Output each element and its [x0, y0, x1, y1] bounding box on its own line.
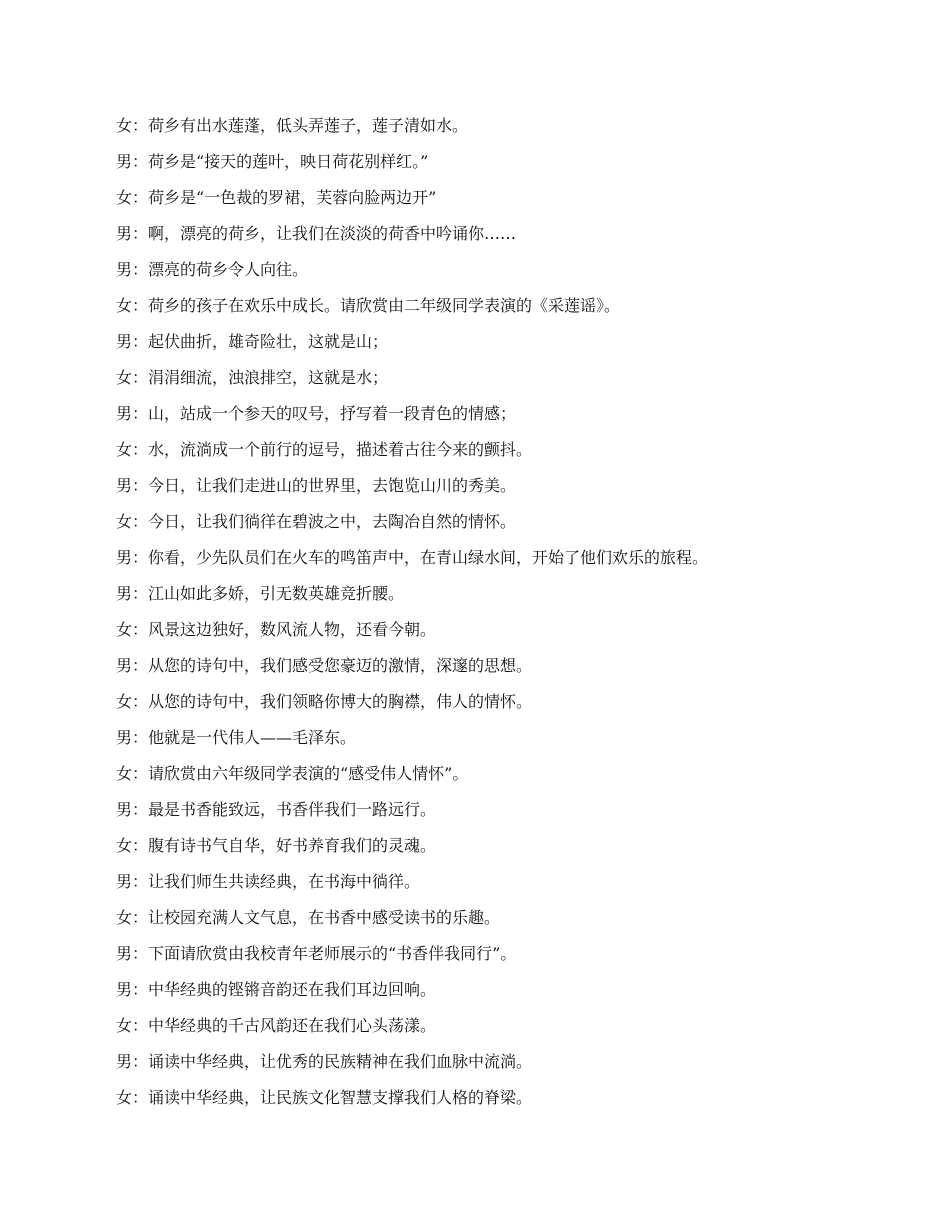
- dialogue-line-28: 女：诵读中华经典，让民族文化智慧支撑我们人格的脊梁。: [116, 1088, 533, 1107]
- dialogue-line-19: 女：请欣赏由六年级同学表演的“感受伟人情怀”。: [116, 764, 469, 783]
- dialogue-line-8: 女：涓涓细流，浊浪排空，这就是水；: [116, 368, 389, 387]
- dialogue-line-27: 男：诵读中华经典，让优秀的民族精神在我们血脉中流淌。: [116, 1052, 533, 1071]
- dialogue-line-23: 女：让校园充满人文气息，在书香中感受读书的乐趣。: [116, 908, 501, 927]
- dialogue-line-7: 男：起伏曲折，雄奇险壮，这就是山；: [116, 332, 389, 351]
- dialogue-line-26: 女：中华经典的千古风韵还在我们心头荡漾。: [116, 1016, 437, 1035]
- dialogue-line-10: 女：水，流淌成一个前行的逗号，描述着古往今来的颤抖。: [116, 440, 533, 459]
- dialogue-line-25: 男：中华经典的铿锵音韵还在我们耳边回响。: [116, 980, 437, 999]
- dialogue-line-13: 男：你看，少先队员们在火车的鸣笛声中，在青山绿水间，开始了他们欢乐的旅程。: [116, 548, 709, 567]
- dialogue-line-9: 男：山，站成一个参天的叹号，抒写着一段青色的情感；: [116, 404, 517, 423]
- dialogue-line-2: 男：荷乡是“接天的莲叶，映日荷花别样红。”: [116, 152, 429, 171]
- dialogue-line-6: 女：荷乡的孩子在欢乐中成长。请欣赏由二年级同学表演的《采莲谣》。: [116, 296, 621, 315]
- dialogue-line-15: 女：风景这边独好，数风流人物，还看今朝。: [116, 620, 437, 639]
- dialogue-line-17: 女：从您的诗句中，我们领略你博大的胸襟，伟人的情怀。: [116, 692, 533, 711]
- dialogue-line-4: 男：啊，漂亮的荷乡，让我们在淡淡的荷香中吟诵你……: [116, 224, 517, 243]
- dialogue-line-11: 男：今日，让我们走进山的世界里，去饱览山川的秀美。: [116, 476, 517, 495]
- dialogue-line-14: 男：江山如此多娇，引无数英雄竞折腰。: [116, 584, 405, 603]
- dialogue-line-16: 男：从您的诗句中，我们感受您豪迈的激情，深邃的思想。: [116, 656, 533, 675]
- dialogue-line-21: 女：腹有诗书气自华，好书养育我们的灵魂。: [116, 836, 437, 855]
- dialogue-line-12: 女：今日，让我们徜徉在碧波之中，去陶冶自然的情怀。: [116, 512, 517, 531]
- dialogue-line-22: 男：让我们师生共读经典，在书海中徜徉。: [116, 872, 421, 891]
- dialogue-line-1: 女：荷乡有出水莲蓬，低头弄莲子，莲子清如水。: [116, 116, 469, 135]
- dialogue-line-5: 男：漂亮的荷乡令人向往。: [116, 260, 309, 279]
- dialogue-line-20: 男：最是书香能致远，书香伴我们一路远行。: [116, 800, 437, 819]
- dialogue-line-3: 女：荷乡是“一色裁的罗裙，芙蓉向脸两边开”: [116, 188, 437, 207]
- dialogue-line-18: 男：他就是一代伟人——毛泽东。: [116, 728, 357, 747]
- dialogue-line-24: 男：下面请欣赏由我校青年老师展示的“书香伴我同行”。: [116, 944, 517, 963]
